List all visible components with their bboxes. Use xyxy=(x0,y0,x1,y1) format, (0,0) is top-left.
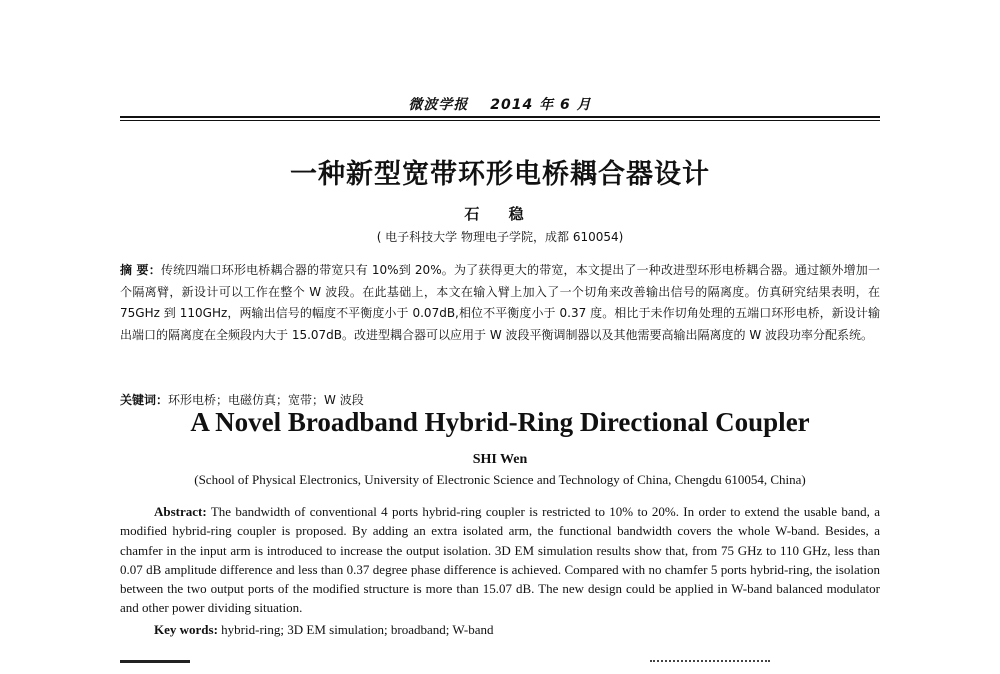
english-keywords-text: hybrid-ring; 3D EM simulation; broadband; W-band xyxy=(221,622,494,637)
english-keywords xyxy=(154,620,874,639)
english-author: SHI Wen xyxy=(472,452,528,467)
cutoff-heading-fragment xyxy=(120,660,190,666)
english-abstract-label: Abstract: xyxy=(154,504,207,519)
chinese-keywords-text: 环形电桥；电磁仿真；宽带；W 波段 xyxy=(168,393,364,407)
english-keywords-label: Key words: xyxy=(154,622,218,637)
running-header xyxy=(0,94,1000,114)
chinese-abstract-text: 传统四端口环形电桥耦合器的带宽只有 10%到 20%。为了获得更大的带宽，本文提出了一种改进型环形电桥耦合器。通过额外增加一个隔离臂，新设计可以工作在整个 W 波段。在此基础上，本文在输入臂上加入了一个切角来改善输出信号的隔离度。仿真研究结果表明，在 75GHz 到 110GHz，两输出信号的幅度不平衡度小于 0.07dB,相位不平衡度小于 0.37 度。相比于未作切角处理的五端口环形电桥，新设计输出端口的隔离度在全频段内大于 15.07dB。改进型耦合器可以应用于 W 波段平衡调制器以及其他需要高输出隔离度的 W 波段功率分配系统。 xyxy=(120,263,880,342)
chinese-affiliation: ( 电子科技大学 物理电子学院，成都 610054) xyxy=(376,230,624,244)
header-rule-thick xyxy=(120,116,880,118)
english-title: A Novel Broadband Hybrid-Ring Directional Coupler xyxy=(190,407,810,437)
english-abstract-text: The bandwidth of conventional 4 ports hybrid-ring coupler is restricted to 10% to 20%. In order to extend the usable band, a modified hybrid-ring coupler is proposed. By adding an extra isolated arm, the functional bandwidth covers the whole W-band. Besides, a chamfer in the input arm is introduced to increase the output isolation. 3D EM simulation results show that, from 75 GHz to 110 GHz, less than 0.07 dB amplitude difference and less than 0.37 degree phase difference is achieved. Compared with no chamfer 5 ports hybrid-ring, the isolation between the two output ports of the modified structure is more than 15.07 dB. The new design could be applied in W-band balanced modulator and other power dividing situation. xyxy=(120,504,880,616)
english-affiliation: (School of Physical Electronics, University of Electronic Science and Technology of China, Chengdu 610054, China) xyxy=(194,472,806,487)
cutoff-next-section xyxy=(120,660,880,674)
chinese-keywords-label: 关键词： xyxy=(120,393,169,407)
cutoff-equation-fragment xyxy=(650,660,770,664)
header-rule-thin xyxy=(120,120,880,121)
issue-date: 2014 年 6 月 xyxy=(490,97,592,113)
journal-name: 微波学报 xyxy=(408,97,469,113)
english-abstract xyxy=(120,502,880,618)
chinese-title: 一种新型宽带环形电桥耦合器设计 xyxy=(290,159,710,190)
chinese-abstract-label: 摘 要： xyxy=(120,263,161,277)
chinese-author: 石 稳 xyxy=(464,205,536,223)
chinese-abstract xyxy=(120,260,880,346)
